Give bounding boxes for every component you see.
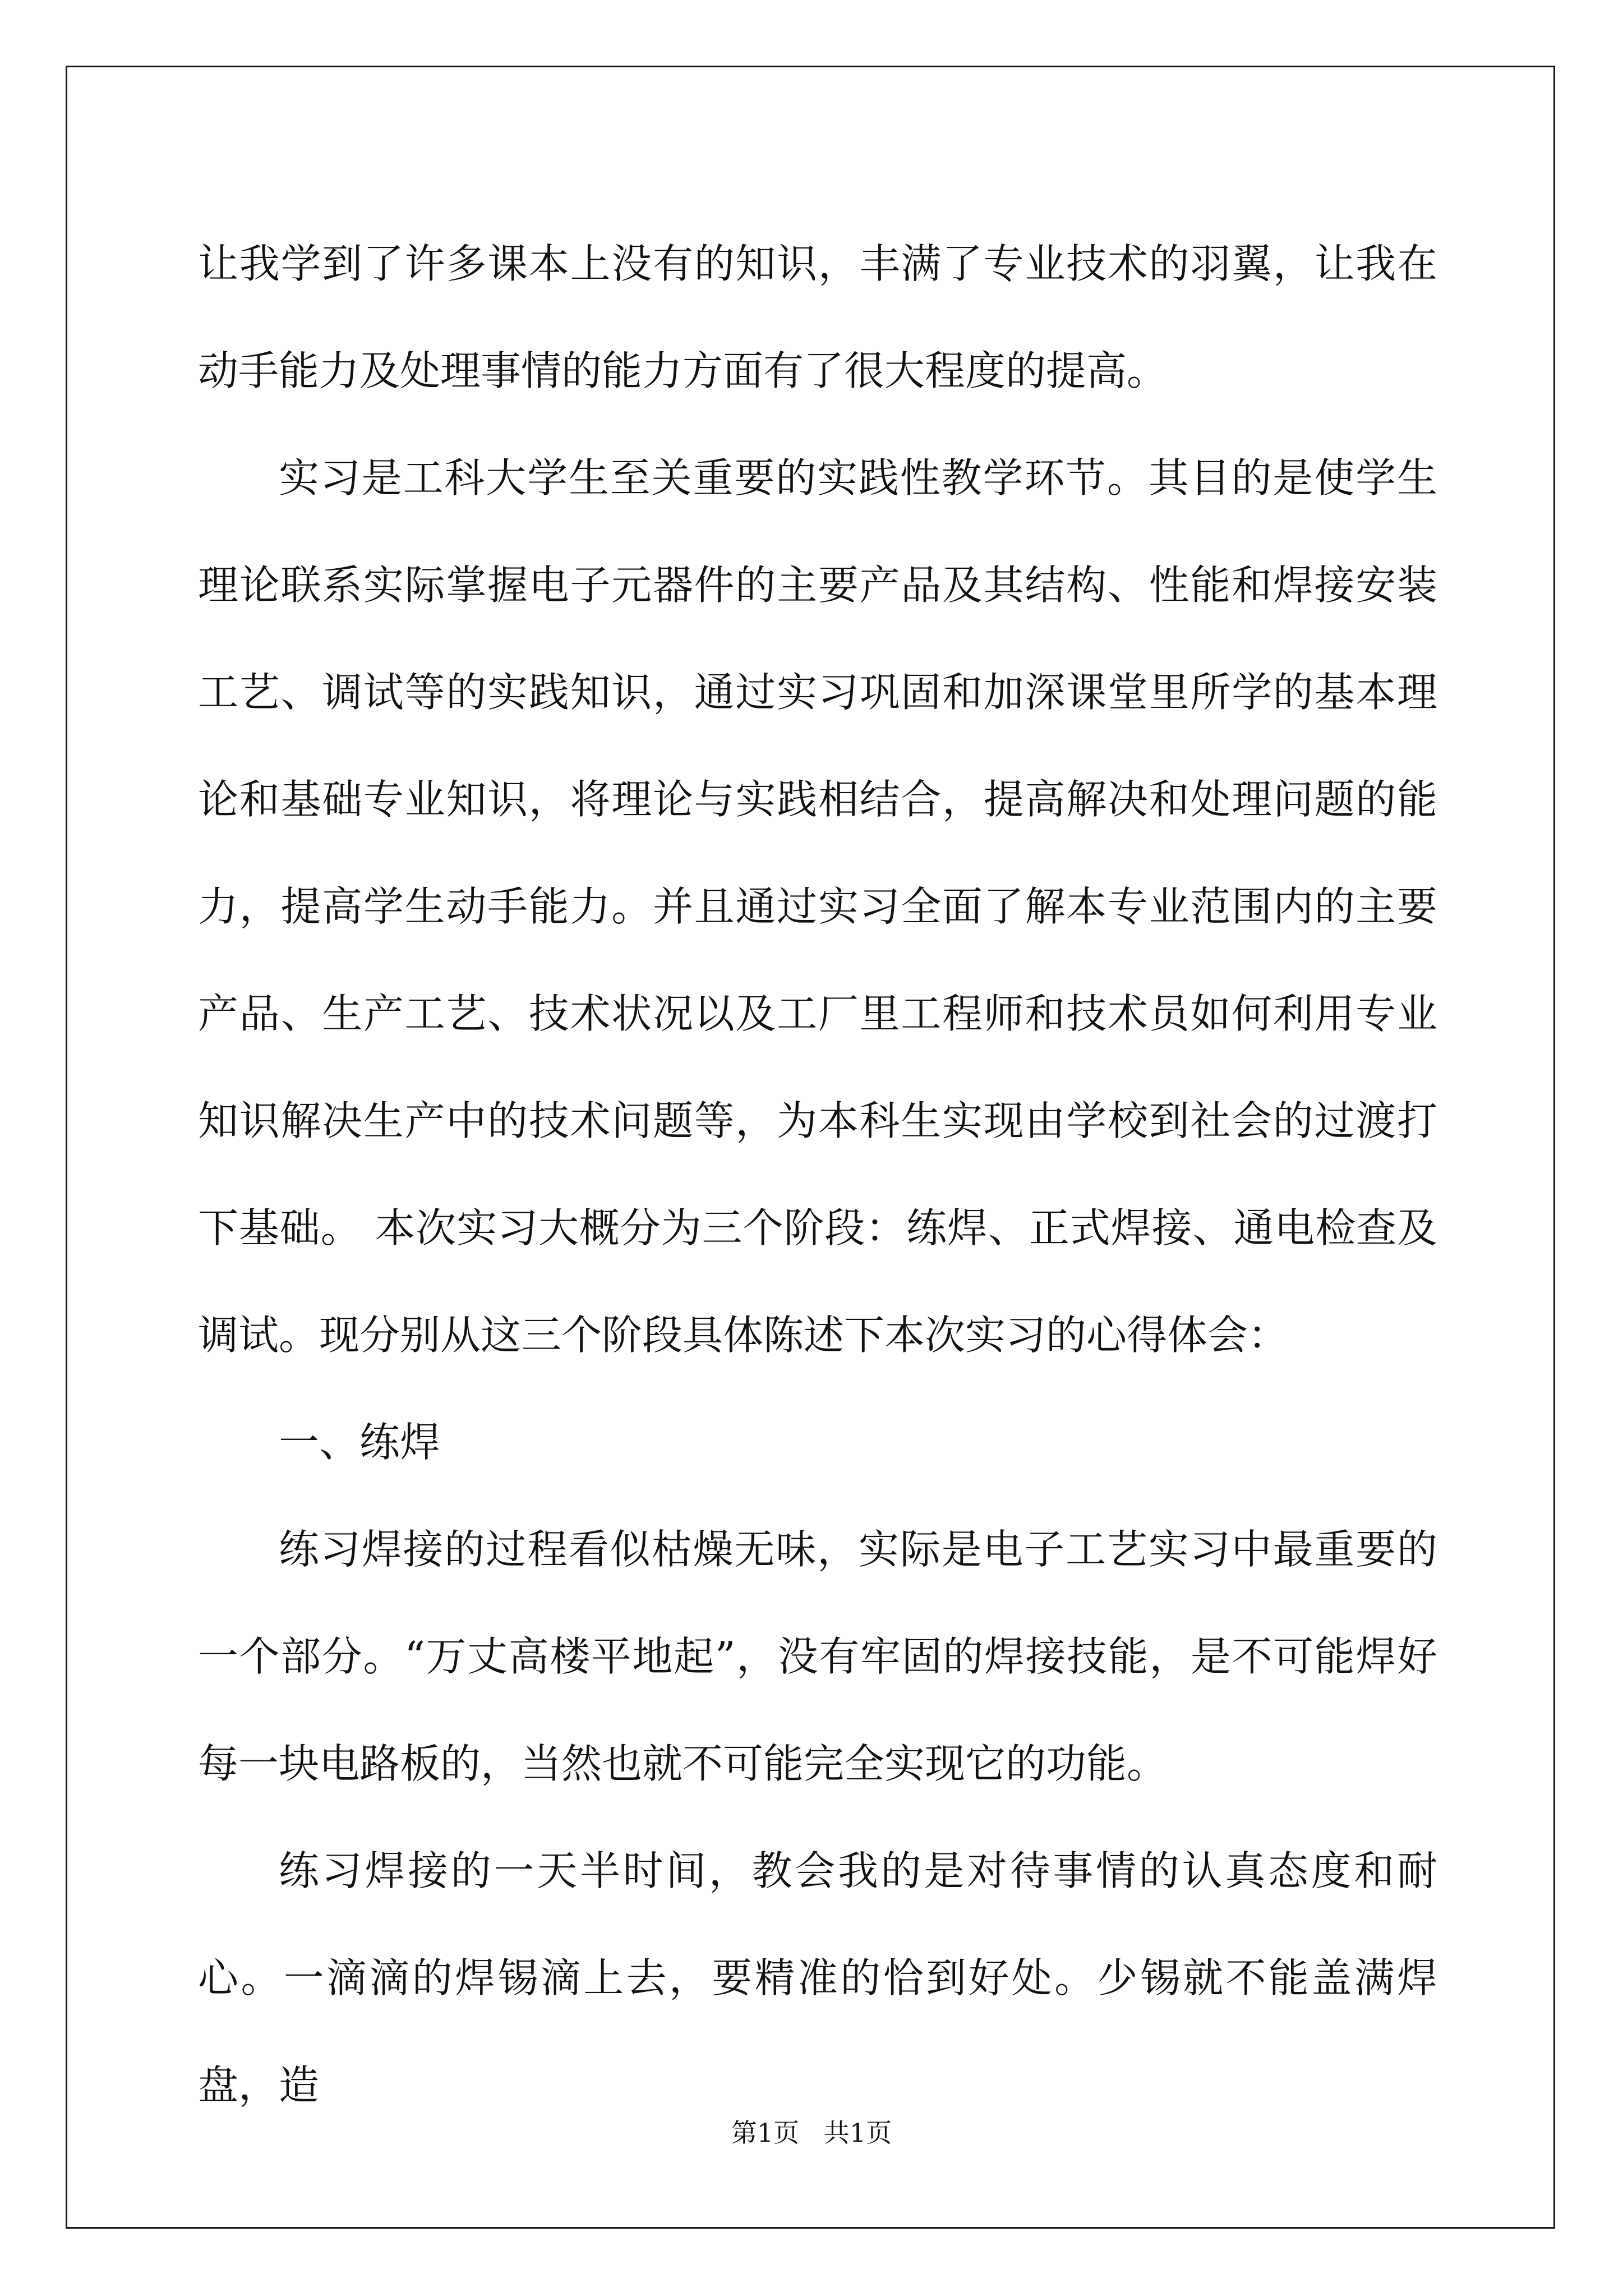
paragraph-4: 练习焊接的一天半时间，教会我的是对待事情的认真态度和耐心。一滴滴的焊锡滴上去，要精准的恰到好处。少锡就不能盖满焊盘，造 (198, 1847, 1437, 2109)
paragraph-2: 实习是工科大学生至关重要的实践性教学环节。其目的是使学生理论联系实际掌握电子元器件的主要产品及其结构、性能和焊接安装工艺、调试等的实践知识，通过实习巩固和加深课堂里所学的基本理论和基础专业知识，将理论与实践相结合，提高解决和处理问题的能力，提高学生动手能力。并且通过实习全面了解本专业范围内的主要产品、生产工艺、技术状况以及工厂里工程师和技术员如何利用专业知识解决生产中的技术问题等，为本科生实现由学校到社会的过渡打下基础。 本次实习大概分为三个阶段：练焊、正式焊接、通电检查及调试。现分别从这三个阶段具体陈述下本次实习的心得体会： (198, 454, 1437, 1359)
page-number-footer: 第1页 共1页 (731, 2118, 892, 2148)
paragraph-1: 让我学到了许多课本上没有的知识，丰满了专业技术的羽翼，让我在动手能力及处理事情的能力方面有了很大程度的提高。 (198, 240, 1437, 394)
document-body (198, 210, 1437, 2139)
section-heading-practice-welding: 一、练焊 (279, 1419, 441, 1466)
paragraph-3: 练习焊接的过程看似枯燥无味，实际是电子工艺实习中最重要的一个部分。“万丈高楼平地起”，没有牢固的焊接技能，是不可能焊好每一块电路板的，当然也就不可能完全实现它的功能。 (198, 1526, 1437, 1787)
